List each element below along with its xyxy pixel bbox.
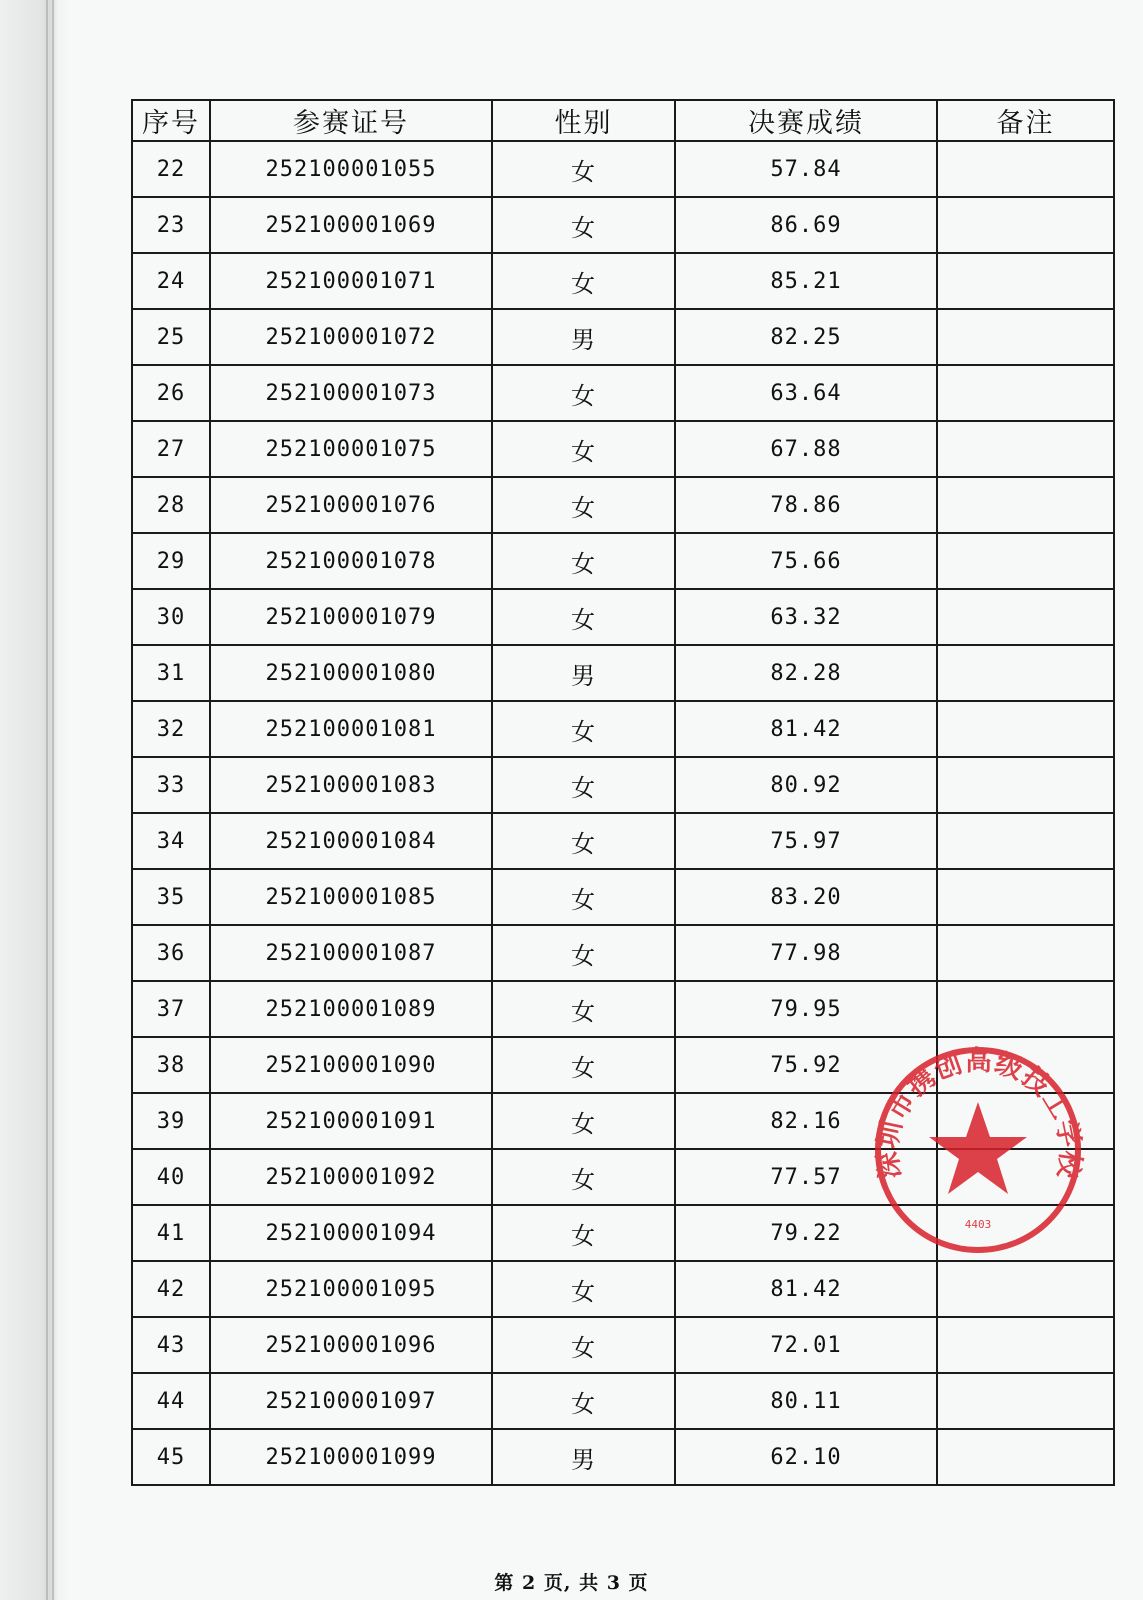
cell-id: 252100001094 — [210, 1205, 492, 1261]
table-row — [132, 421, 1114, 477]
table-row — [132, 253, 1114, 309]
cell-id: 252100001083 — [210, 757, 492, 813]
cell-score: 75.92 — [675, 1037, 937, 1093]
cell-seq: 34 — [132, 813, 210, 869]
cell-seq: 23 — [132, 197, 210, 253]
table-row — [132, 1429, 1114, 1485]
table-row — [132, 365, 1114, 421]
cell-note — [937, 813, 1114, 869]
cell-note — [937, 869, 1114, 925]
cell-note — [937, 981, 1114, 1037]
cell-gender: 女 — [492, 253, 675, 309]
cell-gender: 女 — [492, 533, 675, 589]
cell-id: 252100001099 — [210, 1429, 492, 1485]
cell-id: 252100001092 — [210, 1149, 492, 1205]
cell-seq: 22 — [132, 141, 210, 197]
cell-score: 63.64 — [675, 365, 937, 421]
cell-id: 252100001055 — [210, 141, 492, 197]
cell-score: 62.10 — [675, 1429, 937, 1485]
header-row — [132, 100, 1114, 141]
header-score: 决赛成绩 — [675, 100, 937, 141]
cell-note — [937, 309, 1114, 365]
cell-note — [937, 253, 1114, 309]
cell-id: 252100001097 — [210, 1373, 492, 1429]
cell-seq: 36 — [132, 925, 210, 981]
table-row — [132, 309, 1114, 365]
cell-gender: 女 — [492, 1373, 675, 1429]
table-row — [132, 533, 1114, 589]
scan-line — [52, 0, 54, 1600]
cell-id: 252100001069 — [210, 197, 492, 253]
cell-id: 252100001080 — [210, 645, 492, 701]
cell-seq: 39 — [132, 1093, 210, 1149]
cell-gender: 女 — [492, 813, 675, 869]
cell-note — [937, 421, 1114, 477]
table-row — [132, 869, 1114, 925]
cell-seq: 41 — [132, 1205, 210, 1261]
cell-seq: 31 — [132, 645, 210, 701]
cell-seq: 44 — [132, 1373, 210, 1429]
cell-seq: 35 — [132, 869, 210, 925]
cell-gender: 女 — [492, 981, 675, 1037]
cell-seq: 43 — [132, 1317, 210, 1373]
table-row — [132, 645, 1114, 701]
cell-gender: 女 — [492, 589, 675, 645]
scan-edge — [0, 0, 70, 1600]
page-footer: 第 2 页, 共 3 页 — [494, 1572, 649, 1594]
cell-id: 252100001090 — [210, 1037, 492, 1093]
seal-text: 深圳市携创高级技工学校 — [872, 1046, 1086, 1181]
cell-seq: 42 — [132, 1261, 210, 1317]
cell-score: 75.97 — [675, 813, 937, 869]
cell-note — [937, 533, 1114, 589]
cell-gender: 女 — [492, 1261, 675, 1317]
cell-score: 85.21 — [675, 253, 937, 309]
table-row — [132, 757, 1114, 813]
cell-note — [937, 1261, 1114, 1317]
cell-seq: 28 — [132, 477, 210, 533]
cell-gender: 男 — [492, 1429, 675, 1485]
cell-score: 82.28 — [675, 645, 937, 701]
cell-gender: 女 — [492, 1093, 675, 1149]
cell-id: 252100001072 — [210, 309, 492, 365]
cell-note — [937, 701, 1114, 757]
table-row — [132, 813, 1114, 869]
table-row — [132, 589, 1114, 645]
cell-gender: 女 — [492, 477, 675, 533]
table-row — [132, 701, 1114, 757]
cell-note — [937, 1317, 1114, 1373]
cell-id: 252100001071 — [210, 253, 492, 309]
cell-id: 252100001096 — [210, 1317, 492, 1373]
cell-seq: 32 — [132, 701, 210, 757]
cell-id: 252100001091 — [210, 1093, 492, 1149]
cell-score: 80.11 — [675, 1373, 937, 1429]
table-row — [132, 1261, 1114, 1317]
table-row — [132, 197, 1114, 253]
cell-note — [937, 1373, 1114, 1429]
cell-id: 252100001095 — [210, 1261, 492, 1317]
cell-gender: 女 — [492, 925, 675, 981]
cell-gender: 男 — [492, 309, 675, 365]
results-table — [131, 99, 1115, 1486]
cell-seq: 38 — [132, 1037, 210, 1093]
cell-score: 82.16 — [675, 1093, 937, 1149]
cell-note — [937, 757, 1114, 813]
cell-gender: 女 — [492, 757, 675, 813]
cell-score: 83.20 — [675, 869, 937, 925]
cell-note — [937, 645, 1114, 701]
cell-id: 252100001081 — [210, 701, 492, 757]
cell-id: 252100001087 — [210, 925, 492, 981]
cell-score: 79.22 — [675, 1205, 937, 1261]
cell-gender: 女 — [492, 1037, 675, 1093]
cell-score: 77.98 — [675, 925, 937, 981]
cell-gender: 男 — [492, 645, 675, 701]
table-row — [132, 981, 1114, 1037]
header-gender: 性别 — [492, 100, 675, 141]
cell-note — [937, 197, 1114, 253]
cell-score: 63.32 — [675, 589, 937, 645]
header-seq: 序号 — [132, 100, 210, 141]
cell-id: 252100001084 — [210, 813, 492, 869]
table-row — [132, 1373, 1114, 1429]
cell-seq: 40 — [132, 1149, 210, 1205]
seal-star-icon — [929, 1102, 1027, 1194]
cell-score: 79.95 — [675, 981, 937, 1037]
cell-score: 72.01 — [675, 1317, 937, 1373]
table-row — [132, 925, 1114, 981]
cell-score: 80.92 — [675, 757, 937, 813]
cell-score: 75.66 — [675, 533, 937, 589]
school-seal — [868, 1040, 1088, 1260]
table-row — [132, 1317, 1114, 1373]
cell-score: 67.88 — [675, 421, 937, 477]
cell-id: 252100001085 — [210, 869, 492, 925]
cell-seq: 45 — [132, 1429, 210, 1485]
cell-score: 82.25 — [675, 309, 937, 365]
cell-seq: 26 — [132, 365, 210, 421]
cell-score: 86.69 — [675, 197, 937, 253]
cell-seq: 33 — [132, 757, 210, 813]
cell-seq: 25 — [132, 309, 210, 365]
cell-note — [937, 365, 1114, 421]
cell-seq: 29 — [132, 533, 210, 589]
cell-gender: 女 — [492, 141, 675, 197]
cell-score: 81.42 — [675, 701, 937, 757]
cell-score: 77.57 — [675, 1149, 937, 1205]
header-id: 参赛证号 — [210, 100, 492, 141]
cell-id: 252100001089 — [210, 981, 492, 1037]
seal-number: 4403 — [964, 1218, 992, 1231]
cell-gender: 女 — [492, 869, 675, 925]
cell-score: 57.84 — [675, 141, 937, 197]
cell-id: 252100001073 — [210, 365, 492, 421]
table-row — [132, 141, 1114, 197]
cell-seq: 24 — [132, 253, 210, 309]
cell-note — [937, 477, 1114, 533]
cell-gender: 女 — [492, 1317, 675, 1373]
cell-gender: 女 — [492, 365, 675, 421]
cell-gender: 女 — [492, 701, 675, 757]
cell-gender: 女 — [492, 197, 675, 253]
cell-note — [937, 141, 1114, 197]
cell-id: 252100001076 — [210, 477, 492, 533]
cell-score: 81.42 — [675, 1261, 937, 1317]
cell-gender: 女 — [492, 1149, 675, 1205]
header-note: 备注 — [937, 100, 1114, 141]
cell-gender: 女 — [492, 421, 675, 477]
table-body — [132, 141, 1114, 1485]
cell-gender: 女 — [492, 1205, 675, 1261]
cell-seq: 30 — [132, 589, 210, 645]
cell-note — [937, 925, 1114, 981]
cell-id: 252100001078 — [210, 533, 492, 589]
cell-seq: 27 — [132, 421, 210, 477]
cell-id: 252100001079 — [210, 589, 492, 645]
scan-line — [46, 0, 48, 1600]
cell-seq: 37 — [132, 981, 210, 1037]
cell-note — [937, 589, 1114, 645]
cell-note — [937, 1429, 1114, 1485]
cell-id: 252100001075 — [210, 421, 492, 477]
table-row — [132, 477, 1114, 533]
cell-score: 78.86 — [675, 477, 937, 533]
